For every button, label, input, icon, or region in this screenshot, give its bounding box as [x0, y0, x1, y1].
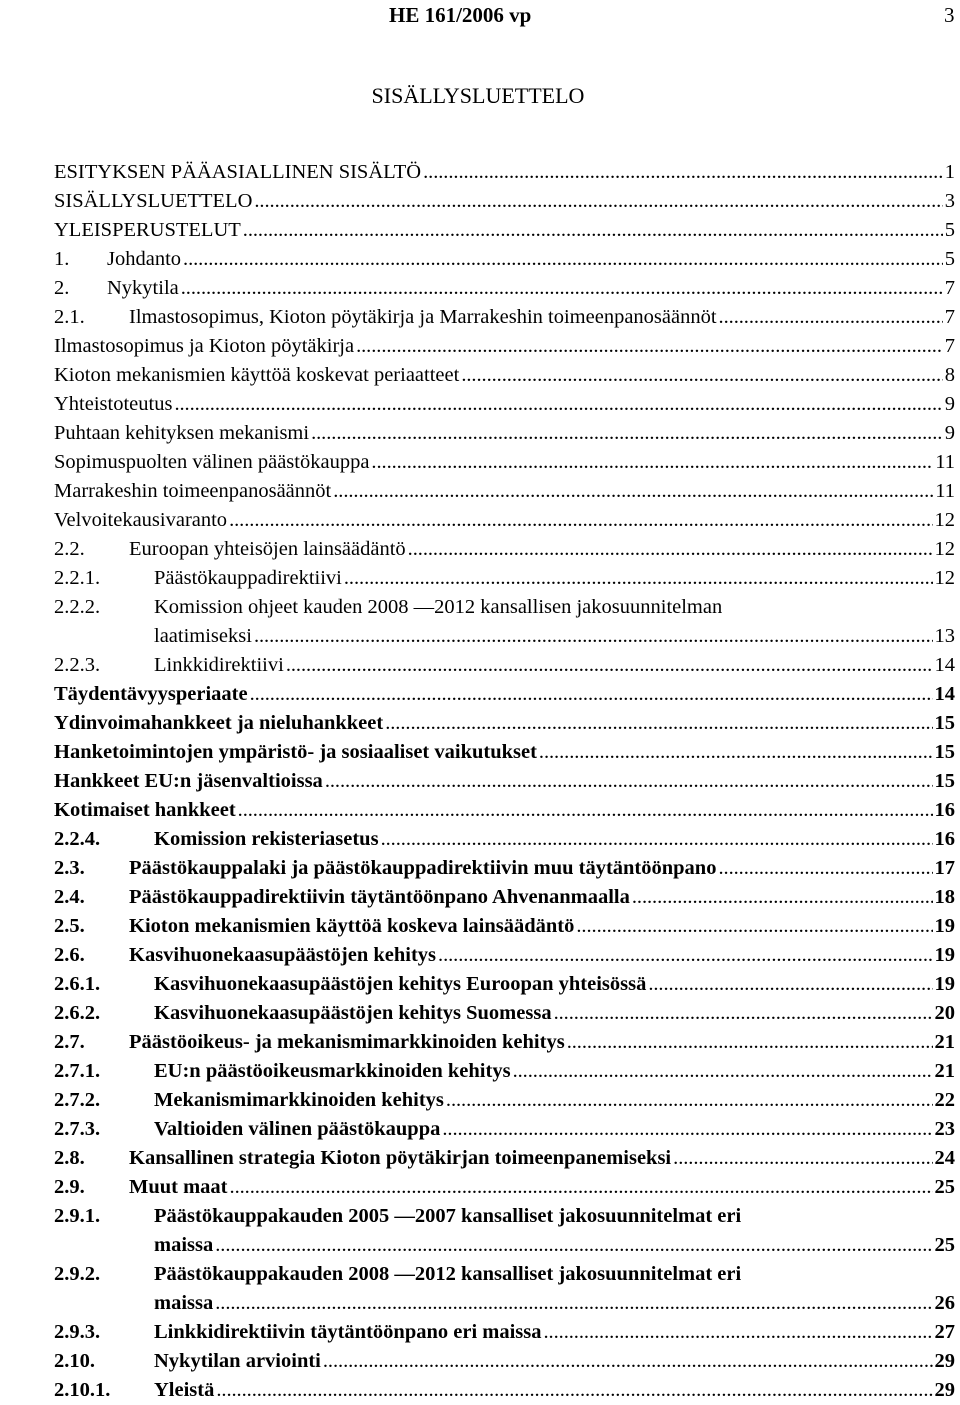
toc-entry-title: Euroopan yhteisöjen lainsäädäntö — [129, 538, 406, 560]
toc-entry-page: 15 — [934, 770, 955, 792]
dot-leader — [513, 1057, 933, 1086]
dot-leader — [718, 854, 932, 883]
toc-entry-page: 8 — [944, 364, 955, 386]
toc-entry-page: 1 — [944, 161, 955, 183]
toc-entry-page: 7 — [944, 306, 955, 328]
toc-entry[interactable] — [54, 709, 955, 738]
toc-entry-title: Kioton mekanismien käyttöä koskeva lainsäädäntö — [129, 915, 575, 937]
toc-entry-number: 2.6. — [54, 944, 85, 966]
toc-entry-title: Komission rekisteriasetus — [154, 828, 379, 850]
dot-leader — [442, 1115, 932, 1144]
toc-entry-page: 12 — [934, 509, 955, 531]
toc-entry-page: 16 — [934, 799, 955, 821]
toc-entry-number: 1. — [54, 248, 70, 270]
toc-entry-title: Yhteistoteutus — [54, 393, 173, 415]
toc-entry[interactable] — [54, 1057, 955, 1086]
dot-leader — [181, 274, 943, 303]
dot-leader — [446, 1086, 933, 1115]
toc-entry[interactable] — [54, 390, 955, 419]
dot-leader — [216, 1376, 932, 1405]
toc-entry-title: Komission ohjeet kauden 2008 —2012 kansallisen jakosuunnitelman — [154, 596, 723, 618]
toc-entry-number: 2.2.3. — [54, 654, 101, 676]
toc-entry-page: 11 — [935, 480, 955, 502]
toc-entry-title: Kasvihuonekaasupäästöjen kehitys Euroopan yhteisössä — [154, 973, 647, 995]
dot-leader — [371, 448, 933, 477]
toc-entry-title: Kotimaiset hankkeet — [54, 799, 236, 821]
toc-entry-page: 5 — [944, 248, 955, 270]
dot-leader — [356, 332, 943, 361]
dot-leader — [673, 1144, 932, 1173]
dot-leader — [215, 1289, 932, 1318]
toc-entry-page: 19 — [934, 915, 955, 937]
toc-entry-page: 11 — [935, 451, 955, 473]
toc-entry-number: 2.9.1. — [54, 1205, 101, 1227]
toc-entry-page: 18 — [934, 886, 955, 908]
toc-entry[interactable] — [54, 767, 955, 796]
toc-entry-title: EU:n päästöoikeusmarkkinoiden kehitys — [154, 1060, 511, 1082]
toc-entry[interactable] — [54, 1347, 955, 1376]
dot-leader — [183, 245, 943, 274]
dot-leader — [254, 187, 942, 216]
dot-leader — [567, 1028, 933, 1057]
toc-entry-title: Valtioiden välinen päästökauppa — [154, 1118, 441, 1140]
dot-leader — [648, 970, 932, 999]
toc-entry-page: 21 — [934, 1031, 955, 1053]
page-number: 3 — [944, 3, 955, 27]
dot-leader — [344, 564, 933, 593]
toc-entry-page: 19 — [934, 944, 955, 966]
toc-entry-title: Kasvihuonekaasupäästöjen kehitys Suomessa — [154, 1002, 552, 1024]
toc-entry-number: 2.9. — [54, 1176, 85, 1198]
toc-entry-page: 15 — [934, 741, 955, 763]
toc-entry-title: YLEISPERUSTELUT — [54, 219, 241, 241]
toc-entry-title: Velvoitekausivaranto — [54, 509, 228, 531]
toc-entry-page: 25 — [934, 1234, 955, 1256]
toc-entry-title: Päästökauppalaki ja päästökauppadirektiivin muu täytäntöönpano — [129, 857, 717, 879]
toc-entry[interactable] — [54, 825, 955, 854]
toc-entry-page: 23 — [934, 1118, 955, 1140]
toc-entry[interactable] — [54, 535, 955, 564]
toc-entry-number: 2.9.2. — [54, 1263, 101, 1285]
dot-leader — [438, 941, 932, 970]
toc-entry-number: 2.10. — [54, 1350, 95, 1372]
toc-entry-page: 16 — [934, 828, 955, 850]
toc-entry-title: Ydinvoimahankkeet ja nieluhankkeet — [54, 712, 384, 734]
toc-entry[interactable] — [54, 1318, 955, 1347]
toc-entry-page: 12 — [934, 567, 955, 589]
toc-entry[interactable] — [54, 564, 955, 593]
dot-leader — [381, 825, 933, 854]
toc-entry-number: 2. — [54, 277, 70, 299]
toc-entry-title: Päästöoikeus- ja mekanismimarkkinoiden kehitys — [129, 1031, 565, 1053]
dot-leader — [311, 419, 943, 448]
dot-leader — [719, 303, 943, 332]
toc-entry-number: 2.6.2. — [54, 1002, 101, 1024]
toc-entry-page: 21 — [934, 1060, 955, 1082]
toc-entry[interactable] — [54, 419, 955, 448]
toc-entry-title: Nykytilan arviointi — [154, 1350, 321, 1372]
toc-entry-title: Ilmastosopimus, Kioton pöytäkirja ja Marrakeshin toimeenpanosäännöt — [129, 306, 717, 328]
toc-entry-number: 2.7.1. — [54, 1060, 101, 1082]
toc-entry-number: 2.6.1. — [54, 973, 101, 995]
toc-entry-number: 2.10.1. — [54, 1379, 111, 1401]
toc-entry-page: 29 — [934, 1350, 955, 1372]
toc-entry-title: Hankkeet EU:n jäsenvaltioissa — [54, 770, 323, 792]
toc-entry[interactable] — [54, 274, 955, 303]
dot-leader — [539, 738, 933, 767]
toc-entry-title-continued: laatimiseksi — [154, 625, 252, 647]
dot-leader — [174, 390, 942, 419]
toc-entry[interactable] — [54, 1376, 955, 1405]
toc-entry[interactable] — [54, 477, 955, 506]
dot-leader — [544, 1318, 933, 1347]
dot-leader — [408, 535, 933, 564]
toc-entry-title: ESITYKSEN PÄÄASIALLINEN SISÄLTÖ — [54, 161, 422, 183]
toc-entry-title: Linkkidirektiivi — [154, 654, 284, 676]
dot-leader — [385, 709, 932, 738]
toc-entry[interactable] — [54, 1144, 955, 1173]
toc-entry-page: 7 — [944, 277, 955, 299]
toc-entry[interactable] — [54, 912, 955, 941]
toc-entry-page: 20 — [934, 1002, 955, 1024]
toc-entry-page: 29 — [934, 1379, 955, 1401]
toc-entry-number: 2.2.2. — [54, 596, 101, 618]
toc-entry[interactable] — [54, 1202, 955, 1260]
toc-entry-title: Kasvihuonekaasupäästöjen kehitys — [129, 944, 437, 966]
toc-entry-number: 2.2. — [54, 538, 85, 560]
toc-entry[interactable] — [54, 854, 955, 883]
toc-entry-title: Johdanto — [107, 248, 182, 270]
toc-entry[interactable] — [54, 1086, 955, 1115]
toc-entry[interactable] — [54, 303, 955, 332]
toc-entry-title: Täydentävyysperiaate — [54, 683, 248, 705]
dot-leader — [286, 651, 933, 680]
toc-entry[interactable] — [54, 999, 955, 1028]
toc-entry[interactable] — [54, 1028, 955, 1057]
toc-entry[interactable] — [54, 593, 955, 651]
page-header — [0, 0, 960, 30]
toc-entry-title: Marrakeshin toimeenpanosäännöt — [54, 480, 332, 502]
toc-entry-number: 2.7.3. — [54, 1118, 101, 1140]
toc-entry-title: Päästökauppadirektiivi — [154, 567, 342, 589]
toc-entry[interactable] — [54, 970, 955, 999]
toc-entry-page: 22 — [934, 1089, 955, 1111]
dot-leader — [254, 622, 933, 651]
toc-entry[interactable] — [54, 796, 955, 825]
toc-entry-title: Nykytila — [107, 277, 179, 299]
toc-entry-title: Kioton mekanismien käyttöä koskevat periaatteet — [54, 364, 460, 386]
toc-entry-title: Ilmastosopimus ja Kioton pöytäkirja — [54, 335, 355, 357]
toc-entry-title-continued: maissa — [154, 1292, 214, 1314]
dot-leader — [576, 912, 932, 941]
toc-entry-number: 2.9.3. — [54, 1321, 101, 1343]
dot-leader — [554, 999, 933, 1028]
toc-entry-title: Kansallinen strategia Kioton pöytäkirjan toimeenpanemiseksi — [129, 1147, 672, 1169]
toc-entry-number: 2.7. — [54, 1031, 85, 1053]
toc-entry-title: Linkkidirektiivin täytäntöönpano eri maissa — [154, 1321, 542, 1343]
toc-entry-page: 25 — [934, 1176, 955, 1198]
toc-entry-page: 26 — [934, 1292, 955, 1314]
toc-entry-number: 2.4. — [54, 886, 85, 908]
toc-entry-title: Päästökauppakauden 2008 —2012 kansalliset jakosuunnitelmat eri — [154, 1263, 742, 1285]
toc-entry[interactable] — [54, 216, 955, 245]
toc-entry-page: 12 — [934, 538, 955, 560]
toc-entry[interactable] — [54, 1173, 955, 1202]
page-title: SISÄLLYSLUETTELO — [371, 83, 585, 108]
toc-entry-title: Yleistä — [154, 1379, 215, 1401]
toc-entry-page: 17 — [934, 857, 955, 879]
toc-entry-number: 2.2.1. — [54, 567, 101, 589]
toc-entry-page: 24 — [934, 1147, 955, 1169]
toc-entry-number: 2.5. — [54, 915, 85, 937]
toc-entry-title: Muut maat — [129, 1176, 228, 1198]
dot-leader — [325, 767, 933, 796]
toc-entry-page: 13 — [934, 625, 955, 647]
toc-entry-number: 2.2.4. — [54, 828, 101, 850]
toc-entry[interactable] — [54, 361, 955, 390]
toc-entry-title-continued: maissa — [154, 1234, 214, 1256]
toc-entry-number: 2.7.2. — [54, 1089, 101, 1111]
toc-entry-number: 2.3. — [54, 857, 85, 879]
dot-leader — [229, 506, 932, 535]
toc-entry-number: 2.8. — [54, 1147, 85, 1169]
toc-entry[interactable] — [54, 245, 955, 274]
toc-entry[interactable] — [54, 506, 955, 535]
toc-entry-page: 27 — [934, 1321, 955, 1343]
toc-entry-page: 19 — [934, 973, 955, 995]
toc-entry-title: SISÄLLYSLUETTELO — [54, 190, 253, 212]
toc-entry[interactable] — [54, 941, 955, 970]
toc-entry[interactable] — [54, 187, 955, 216]
toc-entry-page: 15 — [934, 712, 955, 734]
dot-leader — [461, 361, 942, 390]
dot-leader — [238, 796, 933, 825]
toc-entry[interactable] — [54, 332, 955, 361]
toc-entry[interactable] — [54, 1115, 955, 1144]
toc-entry-title: Päästökauppakauden 2005 —2007 kansalliset jakosuunnitelmat eri — [154, 1205, 742, 1227]
toc-entry-title: Mekanismimarkkinoiden kehitys — [154, 1089, 444, 1111]
toc-entry-page: 14 — [934, 683, 955, 705]
toc-entry-title: Sopimuspuolten välinen päästökauppa — [54, 451, 370, 473]
dot-leader — [632, 883, 933, 912]
toc-entry[interactable] — [54, 738, 955, 767]
toc-entry[interactable] — [54, 1260, 955, 1318]
table-of-contents — [54, 158, 955, 1405]
toc-entry-title: Päästökauppadirektiivin täytäntöönpano Ahvenanmaalla — [129, 886, 630, 908]
toc-entry-page: 3 — [944, 190, 955, 212]
toc-entry-number: 2.1. — [54, 306, 85, 328]
dot-leader — [333, 477, 933, 506]
dot-leader — [215, 1231, 932, 1260]
toc-entry-page: 14 — [934, 654, 955, 676]
toc-entry[interactable] — [54, 680, 955, 709]
toc-entry-title: Hanketoimintojen ympäristö- ja sosiaaliset vaikutukset — [54, 741, 537, 763]
dot-leader — [243, 216, 943, 245]
toc-entry-page: 9 — [944, 393, 955, 415]
toc-entry-page: 5 — [944, 219, 955, 241]
toc-entry-page: 9 — [944, 422, 955, 444]
document-id: HE 161/2006 vp — [389, 3, 532, 27]
dot-leader — [250, 680, 933, 709]
dot-leader — [230, 1173, 933, 1202]
toc-entry[interactable] — [54, 651, 955, 680]
toc-entry[interactable] — [54, 448, 955, 477]
toc-entry-title: Puhtaan kehityksen mekanismi — [54, 422, 310, 444]
toc-entry[interactable] — [54, 883, 955, 912]
dot-leader — [423, 158, 943, 187]
toc-entry[interactable] — [54, 158, 955, 187]
toc-entry-page: 7 — [944, 335, 955, 357]
dot-leader — [323, 1347, 933, 1376]
